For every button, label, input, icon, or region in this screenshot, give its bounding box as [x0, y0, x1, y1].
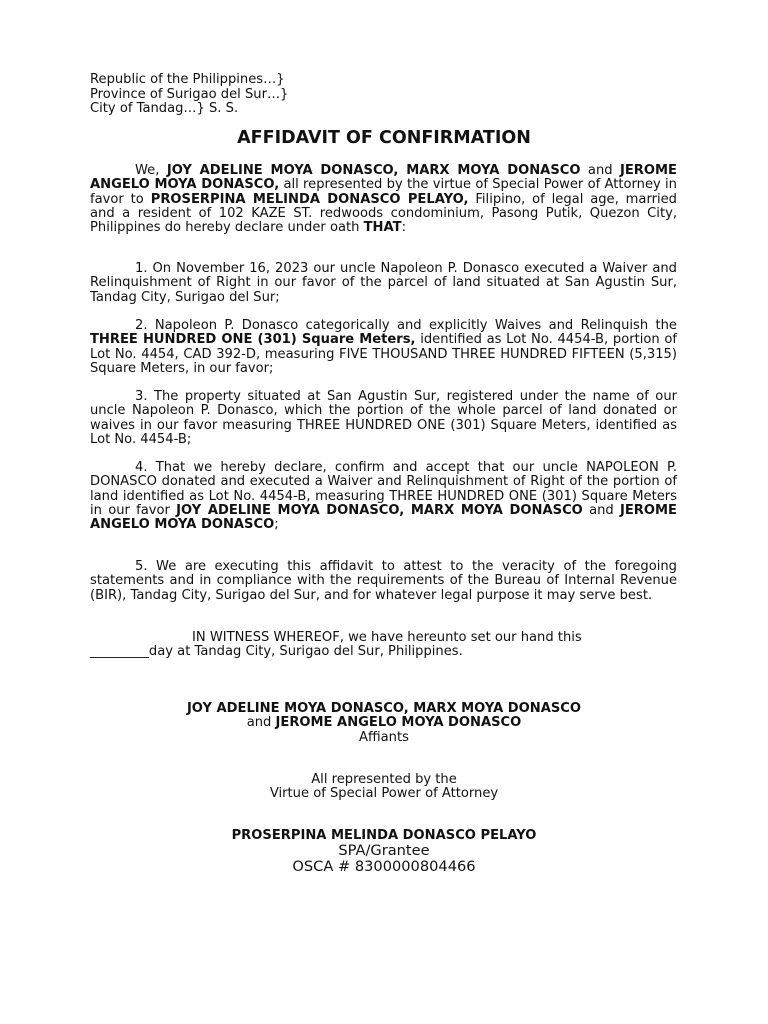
representation-line-2: Virtue of Special Power of Attorney	[269, 786, 499, 802]
intro-that: THAT	[363, 220, 402, 236]
item-3-text: 3. The property situated at San Agustin Sur, registered under the name of our uncle Napoleon P. Donasco, which the portion of the whole parcel of land donated or waives in our favor measuring THREE HUNDRED ONE (301) Square Meters, identified as Lot No. 4454-B;	[90, 389, 677, 447]
witness-clause	[90, 631, 677, 660]
witness-text-2: _________day at Tandag City, Surigao del Sur, Philippines.	[90, 644, 463, 660]
grantee-osca: OSCA # 8300000804466	[292, 858, 476, 876]
item-4-end: ;	[274, 517, 279, 533]
item-2-text-2: identified as Lot No. 4454-B, portion of Lot No. 4454, CAD 392-D, measuring FIVE THOUSAND THREE HUNDRED FIFTEEN (5,315) Square Meters, in our favor;	[90, 332, 677, 376]
item-3	[90, 390, 677, 447]
item-1-text: 1. On November 16, 2023 our uncle Napoleon P. Donasco executed a Waiver and Relinquishment of Right in our favor of the parcel of land situated at San Agustin Sur, Tandag City, Surigao del Sur;	[90, 261, 677, 305]
grantee-block	[0, 829, 768, 875]
grantee-name: PROSERPINA MELINDA DONASCO PELAYO	[231, 828, 537, 843]
item-4-bold-1: JOY ADELINE MOYA DONASCO, MARX MOYA DONASCO	[176, 502, 583, 518]
intro-and: and	[580, 163, 620, 178]
affiants-label: Affiants	[359, 729, 409, 745]
affiants-names-1: JOY ADELINE MOYA DONASCO, MARX MOYA DONASCO	[186, 701, 582, 716]
item-4-and: and	[582, 502, 620, 518]
item-4-bold-2: JEROME ANGELO MOYA DONASCO	[90, 502, 677, 533]
item-1	[90, 262, 677, 305]
venue-province: Province of Surigao del Sur…}	[90, 86, 289, 102]
intro-colon: :	[401, 220, 406, 236]
item-5-text: 5. We are executing this affidavit to attest to the veracity of the foregoing statements and in compliance with the requirements of the Bureau of Internal Revenue (BIR), Tandag City, Surigao del Sur, and for whatever legal purpose it may serve best.	[90, 559, 677, 603]
representation-block	[0, 773, 768, 802]
grantee-role: SPA/Grantee	[338, 842, 430, 860]
document-title: AFFIDAVIT OF CONFIRMATION	[237, 128, 531, 148]
affiants-names-2: JEROME ANGELO MOYA DONASCO	[275, 715, 522, 731]
intro-grantee: PROSERPINA MELINDA DONASCO PELAYO,	[150, 191, 469, 207]
intro-paragraph	[90, 164, 677, 235]
item-2-text-1: 2. Napoleon P. Donasco categorically and explicitly Waives and Relinquish the	[135, 318, 677, 333]
item-4	[90, 461, 677, 532]
item-4-text-1: 4. That we hereby declare, confirm and accept that our uncle NAPOLEON P. DONASCO donated and executed a Waiver and Relinquishment of Right of the portion of land identified as Lot No. 4454-B, measuring THREE HUNDRED ONE (301) Square Meters in our favor	[90, 460, 677, 518]
intro-text-2: Filipino, of legal age, married and a resident of 102 KAZE ST. redwoods condominium, Pasong Putik, Quezon City, Philippines do hereby declare under oath	[90, 191, 677, 236]
item-5	[90, 560, 677, 603]
intro-we: We,	[135, 163, 167, 178]
intro-text-1: all represented by the virtue of Special Power of Attorney in favor to	[90, 177, 677, 207]
intro-names-2: JEROME ANGELO MOYA DONASCO,	[90, 163, 677, 193]
venue-header	[90, 73, 288, 117]
intro-names-1: JOY ADELINE MOYA DONASCO, MARX MOYA DONASCO	[166, 163, 581, 178]
representation-line-1: All represented by the	[311, 772, 457, 787]
item-2	[90, 319, 677, 376]
item-2-bold: THREE HUNDRED ONE (301) Square Meters,	[90, 332, 416, 348]
venue-city: City of Tandag…} S. S.	[90, 101, 239, 116]
witness-text-1: IN WITNESS WHEREOF, we have hereunto set our hand this	[192, 630, 582, 645]
affiants-block	[0, 702, 768, 745]
affiants-and: and	[246, 715, 276, 731]
venue-republic: Republic of the Philippines…}	[90, 72, 285, 87]
